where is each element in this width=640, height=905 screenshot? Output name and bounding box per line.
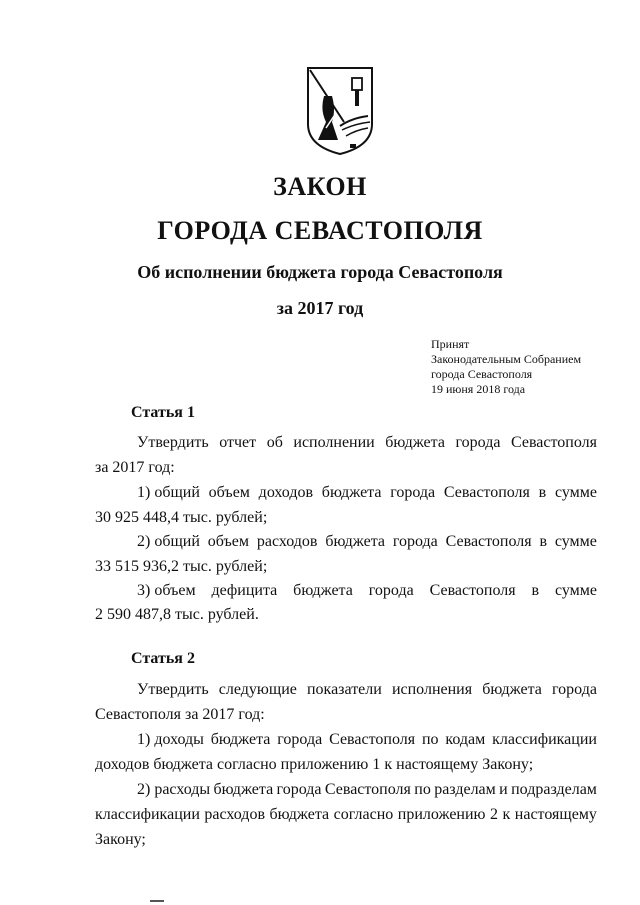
law-subject-year: за 2017 год [276,298,364,318]
article-2-heading: Статья 2 [131,650,195,667]
law-subject: Об исполнении бюджета города Севастополя [137,262,503,282]
article-1-item-2: 2) общий объем расходов бюджета города Севастополя в сумме [137,533,597,550]
adoption-note [431,337,621,397]
article-2-item-2-cont: Закону; [95,831,146,848]
law-issuer: ГОРОДА СЕВАСТОПОЛЯ [157,216,483,245]
adoption-line: города Севастополя [431,367,533,381]
article-1-item-2-amount: 33 515 936,2 тыс. рублей; [95,558,268,575]
adoption-line: Принят [431,337,470,351]
article-2-intro-cont: Севастополя за 2017 год: [95,706,265,723]
adoption-line: Законодательным Собранием [431,352,582,366]
adoption-date: 19 июня 2018 года [431,382,526,396]
article-1-intro-cont: за 2017 год: [95,459,175,476]
sevastopol-emblem-icon [304,66,376,156]
article-2-item-1-cont: доходов бюджета согласно приложению 1 к настоящему Закону; [95,756,534,773]
article-2-item-2-line-2: классификации расходов бюджета согласно приложению 2 к настоящему [95,806,597,823]
article-1-intro: Утвердить отчет об исполнении бюджета города Севастополя [137,434,597,451]
scan-edge-mark [150,900,164,902]
article-2-item-1: 1) доходы бюджета города Севастополя по кодам классификации [137,731,597,748]
article-1-item-3: 3) объем дефицита бюджета города Севастополя в сумме [137,582,597,599]
article-2-intro: Утвердить следующие показатели исполнения бюджета города [137,681,597,698]
article-1-item-1-amount: 30 925 448,4 тыс. рублей; [95,509,268,526]
article-1-heading: Статья 1 [131,404,195,421]
article-1-item-1: 1) общий объем доходов бюджета города Севастополя в сумме [137,484,597,501]
law-title: ЗАКОН [273,172,367,201]
article-2-item-2: 2) расходы бюджета города Севастополя по разделам и подразделам [137,781,597,798]
article-1-item-3-amount: 2 590 487,8 тыс. рублей. [95,606,259,623]
